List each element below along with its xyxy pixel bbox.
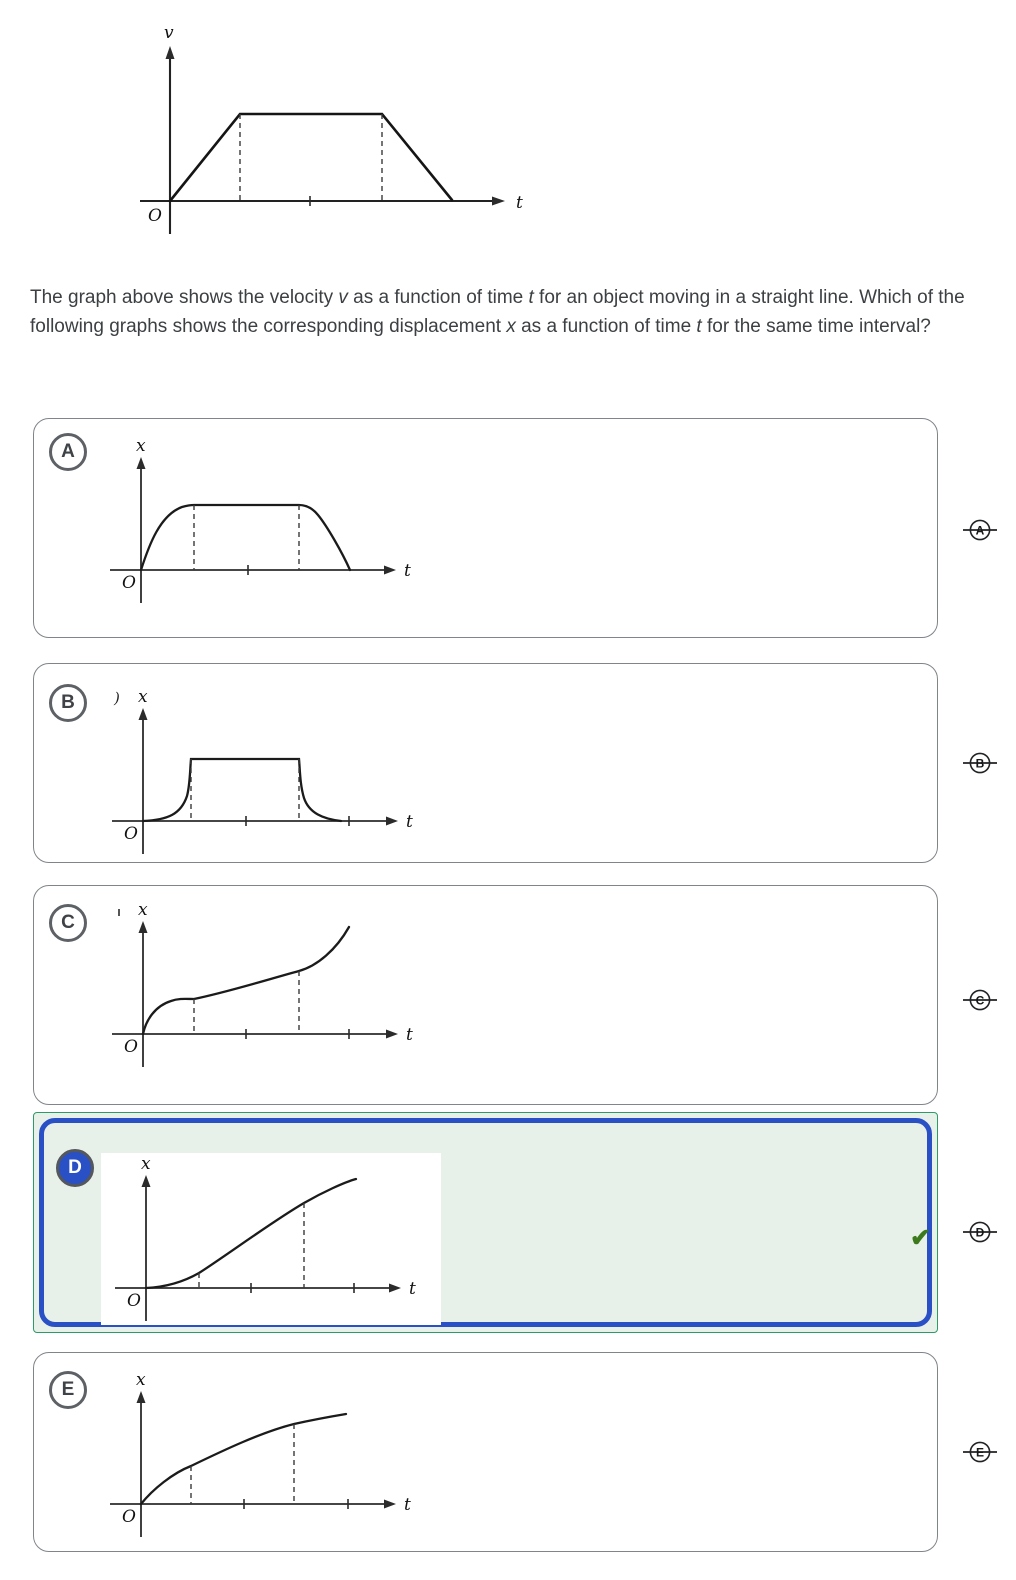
option-D-graph	[101, 1153, 441, 1325]
option-B-graph	[98, 686, 438, 861]
option-A-letter-badge: A	[49, 433, 87, 471]
svg-text:B: B	[975, 756, 985, 771]
origin-label: O	[124, 824, 138, 844]
option-E[interactable]	[33, 1352, 938, 1552]
origin-label: O	[122, 573, 136, 593]
t-axis-label: t	[406, 1025, 413, 1045]
option-D[interactable]	[39, 1118, 932, 1327]
t-axis-label: t	[409, 1279, 416, 1299]
svg-text:E: E	[975, 1445, 985, 1460]
option-D-selected-highlight	[33, 1112, 938, 1333]
x-axis-label: x	[141, 1154, 151, 1174]
option-B-letter-badge: B	[49, 684, 87, 722]
eliminate-option-d-button[interactable]	[962, 1220, 998, 1244]
option-D-letter-badge: D	[56, 1149, 94, 1187]
eliminate-option-b-button[interactable]	[962, 751, 998, 775]
svg-text:C: C	[975, 993, 985, 1008]
t-axis-label: t	[404, 561, 411, 581]
option-C-graph	[98, 899, 438, 1074]
option-A[interactable]	[33, 418, 938, 638]
v-axis-label: v	[164, 23, 174, 43]
t-axis-label: t	[406, 812, 413, 832]
eliminate-option-c-button[interactable]	[962, 988, 998, 1012]
eliminate-option-e-button[interactable]	[962, 1440, 998, 1464]
origin-label: O	[127, 1291, 141, 1311]
origin-label: O	[148, 206, 162, 226]
option-C[interactable]	[33, 885, 938, 1105]
option-E-letter-badge: E	[49, 1371, 87, 1409]
origin-label: O	[122, 1507, 136, 1527]
option-B[interactable]	[33, 663, 938, 863]
t-axis-label: t	[516, 193, 523, 213]
stimulus-velocity-graph	[128, 4, 548, 244]
scan-artifact: )	[114, 689, 120, 707]
option-A-graph	[96, 435, 436, 610]
svg-text:A: A	[975, 523, 985, 538]
x-axis-label: x	[136, 1370, 146, 1390]
option-E-graph	[96, 1369, 436, 1544]
origin-label: O	[124, 1037, 138, 1057]
correct-answer-checkmark: ✔	[910, 1224, 931, 1252]
x-axis-label: x	[138, 900, 148, 920]
x-axis-label: x	[138, 687, 148, 707]
svg-text:D: D	[975, 1225, 985, 1240]
option-C-letter-badge: C	[49, 904, 87, 942]
question-text: The graph above shows the velocity v as a function of time t for an object moving in a straight line. Which of the following graphs shows the corresponding displacement x as a function of time t for the same time interval?	[30, 287, 965, 338]
x-axis-label: x	[136, 436, 146, 456]
eliminate-option-a-button[interactable]	[962, 518, 998, 542]
t-axis-label: t	[404, 1495, 411, 1515]
